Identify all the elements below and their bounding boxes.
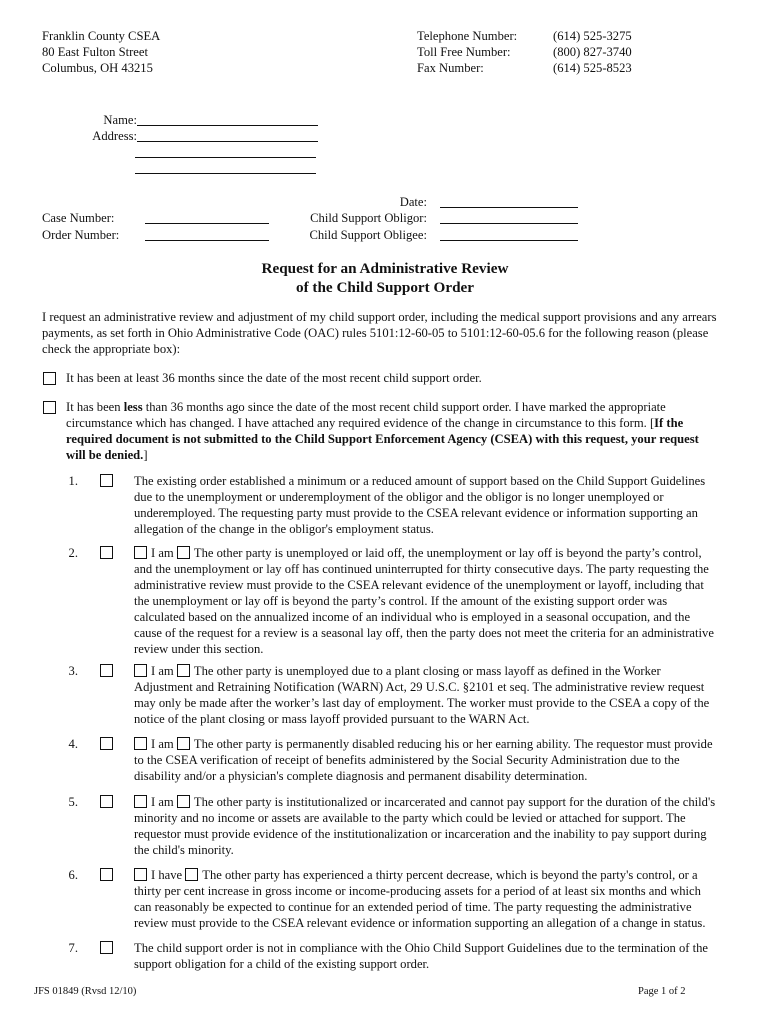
item-5-checkbox[interactable]: [100, 795, 113, 808]
item-7-number: 7.: [68, 941, 78, 955]
address-field-line-3[interactable]: [135, 161, 316, 174]
obligor-label: Child Support Obligor:: [310, 211, 427, 225]
address-field-line-2[interactable]: [135, 145, 316, 158]
item-6-checkbox[interactable]: [100, 868, 113, 881]
telephone-number: (614) 525-3275: [553, 29, 632, 43]
item-7-checkbox[interactable]: [100, 941, 113, 954]
address-field-line-1[interactable]: [137, 129, 318, 142]
item-2-choice-label: I am: [151, 546, 174, 560]
toll-free-label: Toll Free Number:: [417, 45, 511, 59]
option-less-than-36-months-checkbox[interactable]: [43, 401, 56, 414]
fax-label: Fax Number:: [417, 61, 484, 75]
item-3-self-checkbox[interactable]: [134, 664, 147, 677]
item-1-number: 1.: [68, 474, 78, 488]
option-b-post: than 36 months ago since the date of the most recent child support order. I have marked the appropriate circumstance which has changed. I have attached any required evidence of the change in circumstance to this form. [: [66, 400, 666, 430]
contact-labels: [417, 28, 517, 76]
item-1-checkbox[interactable]: [100, 474, 113, 487]
option-36-months-checkbox[interactable]: [43, 372, 56, 385]
option-b-close: ]: [143, 448, 148, 462]
contact-values: [553, 28, 632, 76]
page-number: Page 1 of 2: [638, 986, 686, 997]
item-4-choice-label: I am: [151, 737, 174, 751]
item-4-other-checkbox[interactable]: [177, 737, 190, 750]
item-5-choice-label: I am: [151, 795, 174, 809]
obligor-field[interactable]: [440, 211, 578, 224]
obligee-field[interactable]: [440, 228, 578, 241]
agency-city: Columbus, OH 43215: [42, 61, 153, 75]
item-2-description: The other party is unemployed or laid off, the unemployment or lay off is beyond the party’s control, and the unemployment or lay off has continued uninterrupted for thirty consecutive days. The party requesting the administrative review must provide to the CSEA relevant evidence of the unemployment or layoff, including that the unemployment or lay off is beyond the party’s control. If the amount of the existing support order was calculated based on the annualized income of an individual who is employed in a seasonal occupation, and the cause of the request for a review is a seasonal lay off, then the party does not meet the criteria for an administrative review under this section.: [134, 546, 714, 656]
agency-street: 80 East Fulton Street: [42, 45, 148, 59]
item-2-number: 2.: [68, 546, 78, 560]
form-title-line-1: Request for an Administrative Review: [261, 260, 509, 277]
item-6-other-checkbox[interactable]: [185, 868, 198, 881]
item-6-number: 6.: [68, 868, 78, 882]
item-3-number: 3.: [68, 664, 78, 678]
date-field[interactable]: [440, 195, 578, 208]
item-3-other-checkbox[interactable]: [177, 664, 190, 677]
toll-free-number: (800) 827-3740: [553, 45, 632, 59]
obligee-label: Child Support Obligee:: [309, 228, 427, 242]
form-title-line-2: of the Child Support Order: [295, 279, 475, 296]
address-label: Address:: [92, 129, 137, 143]
item-1-text: The existing order established a minimum or a reduced amount of support based on the Child Support Guidelines due to the unemployment or underemployment of the obligor and the obligor is no longer unemployed or underemployed. The requesting party must provide to the CSEA relevant evidence or information supporting an allegation of the change in the obligor's employment status.: [134, 474, 706, 536]
item-5-number: 5.: [68, 795, 78, 809]
item-4-number: 4.: [68, 737, 78, 751]
item-2-text: [134, 545, 716, 657]
item-6-description: The other party has experienced a thirty percent decrease, which is beyond the party's control, or a thirty per cent increase in gross income or income-producing assets for a period of at least six months and which can reasonably be expected to continue for an extended period of time. The party requesting the administrative review must provide to the CSEA relevant evidence or information supporting an allegation of a change in status.: [134, 868, 706, 930]
option-b-bold-note: If the required document is not submitted to the Child Support Enforcement Agency (CSEA) with this request, your request will be denied.: [66, 416, 699, 462]
telephone-label: Telephone Number:: [417, 29, 518, 43]
option-36-months-text: It has been at least 36 months since the date of the most recent child support order.: [66, 371, 482, 385]
item-2-checkbox[interactable]: [100, 546, 113, 559]
agency-name: Franklin County CSEA: [42, 29, 161, 43]
item-5-text: [134, 794, 716, 858]
option-b-pre: It has been: [66, 400, 124, 414]
case-number-label: Case Number:: [42, 211, 115, 225]
agency-address: [42, 28, 160, 76]
item-3-text: [134, 663, 716, 727]
fax-number: (614) 525-8523: [553, 61, 632, 75]
item-4-checkbox[interactable]: [100, 737, 113, 750]
item-3-choice-label: I am: [151, 664, 174, 678]
item-4-text: [134, 736, 716, 784]
item-5-description: The other party is institutionalized or incarcerated and cannot pay support for the duration of the child's minority and no income or assets are available to the party which could be levied or attached for support. The requestor must provide evidence of the institutionalization or incarceration and the inability to pay support during the child's minority.: [134, 795, 716, 857]
item-4-description: The other party is permanently disabled reducing his or her earning ability. The requestor must provide to the CSEA verification of receipt of benefits administered by the Social Security Administration due to the disability and/or a physician's complete diagnosis and permanent disability determination.: [134, 737, 713, 783]
item-2-other-checkbox[interactable]: [177, 546, 190, 559]
intro-paragraph: I request an administrative review and adjustment of my child support order, including the medical support provisions and any arrears payments, as set forth in Ohio Administrative Code (OAC) rules 5101:12-60-05 to 5101:12-60-05.6 for the following reason (please check the appropriate box):: [42, 310, 717, 356]
form-id: JFS 01849 (Rvsd 12/10): [34, 986, 137, 997]
case-number-field[interactable]: [145, 211, 269, 224]
item-7-text: The child support order is not in compliance with the Ohio Child Support Guidelines due to the termination of the support obligation for a child of the existing support order.: [134, 941, 708, 971]
item-3-checkbox[interactable]: [100, 664, 113, 677]
form-title: [0, 259, 770, 297]
item-6-choice-label: I have: [151, 868, 183, 882]
order-number-field[interactable]: [145, 228, 269, 241]
order-number-label: Order Number:: [42, 228, 120, 242]
date-label: Date:: [399, 195, 427, 209]
option-b-bold-word: less: [123, 400, 143, 414]
item-6-text: [134, 867, 716, 931]
option-less-than-36-months-text: [66, 399, 711, 463]
item-5-other-checkbox[interactable]: [177, 795, 190, 808]
name-field[interactable]: [137, 113, 318, 126]
item-2-self-checkbox[interactable]: [134, 546, 147, 559]
name-label: Name:: [103, 113, 137, 127]
item-3-description: The other party is unemployed due to a plant closing or mass layoff as defined in the Worker Adjustment and Retraining Notification (WARN) Act, 29 U.S.C. §2101 et seq. The administrative review request may only be made after the worker’s last day of employment. The worker must provide to the CSEA a copy of the notice of the plant closing or mass layoff provided pursuant to the WARN Act.: [134, 664, 710, 726]
item-4-self-checkbox[interactable]: [134, 737, 147, 750]
item-5-self-checkbox[interactable]: [134, 795, 147, 808]
item-6-self-checkbox[interactable]: [134, 868, 147, 881]
